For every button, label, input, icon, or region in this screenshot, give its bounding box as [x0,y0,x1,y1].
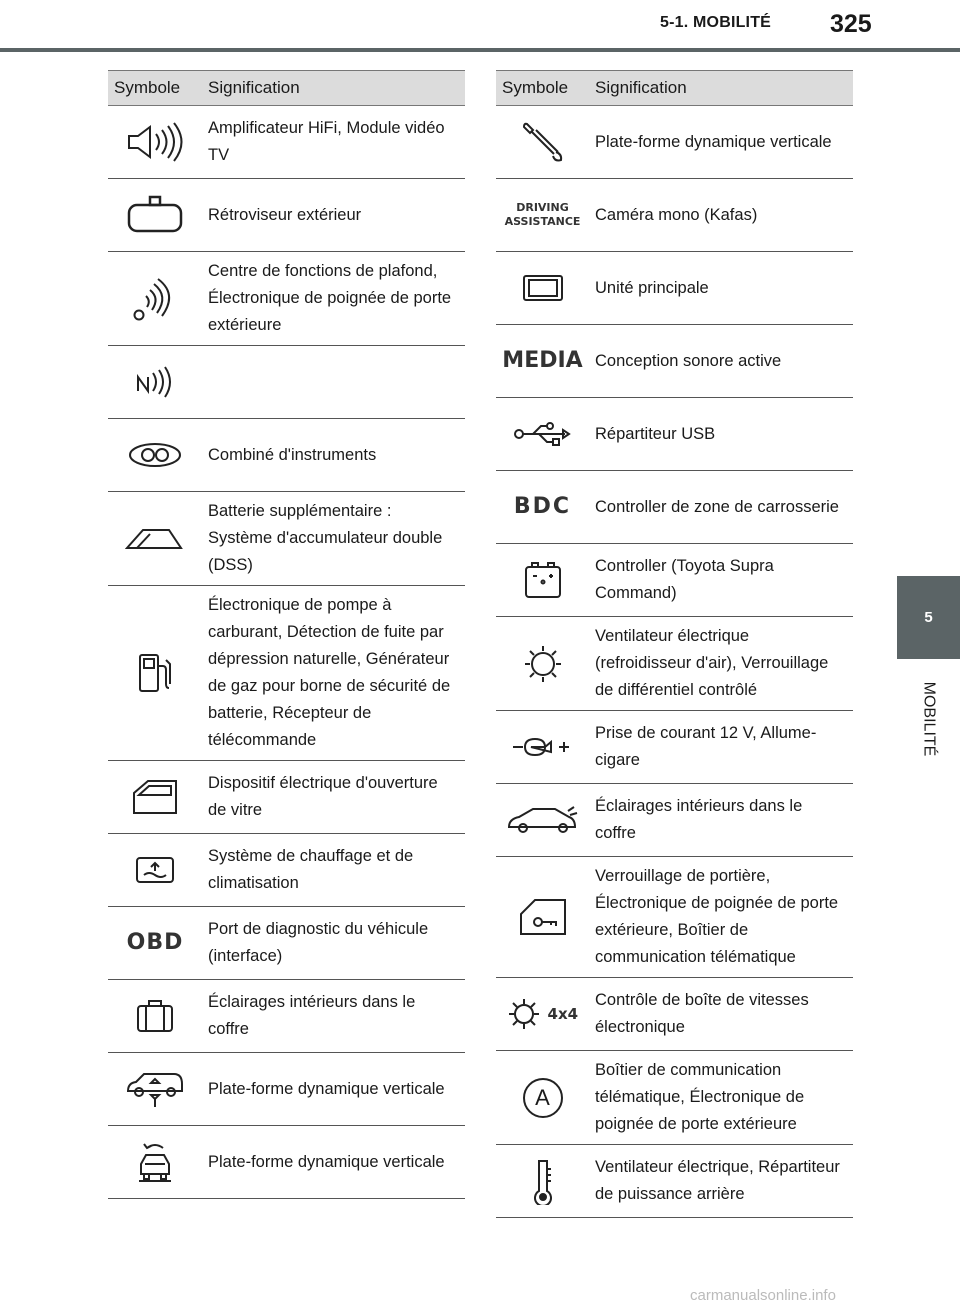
table-row [496,325,853,398]
meaning-cell: Controller de zone de carrosserie [589,471,853,544]
speaker-icon [125,120,185,164]
driving-assistance-icon: DRIVING ASSISTANCE [504,201,581,228]
table-row [496,1145,853,1218]
meaning-column-header: Signification [202,71,465,106]
table-row [496,857,853,978]
bdc-icon: BDC [513,493,572,519]
table-row [108,980,465,1053]
meaning-cell: Amplificateur HiFi, Module vidéo TV [202,106,465,179]
table-row [108,1126,465,1199]
symbol-column-header: Symbole [496,71,589,106]
suv-height-icon [125,1069,185,1109]
meaning-cell: Rétroviseur extérieur [202,179,465,252]
chapter-tab[interactable]: 5 [897,576,960,659]
gear-icon [507,997,541,1031]
meaning-cell: Verrouillage de portière, Électronique de poignée de porte extérieure, Boîtier de communication télématique [589,857,853,978]
table-header-row [496,71,853,106]
meaning-cell: Ventilateur électrique, Répartiteur de puissance arrière [589,1145,853,1218]
thermometer-icon [531,1157,555,1205]
window-icon [131,778,179,816]
wireless-signal-icon [133,277,177,321]
symbol-table-right [496,70,853,1218]
usb-icon [513,420,573,448]
meaning-cell [202,346,465,419]
table-row [496,252,853,325]
page-number: 325 [830,10,872,38]
wrench-icon [521,120,565,164]
table-row [108,492,465,586]
symbol-table-left [108,70,465,1199]
door-key-icon [518,897,568,937]
table-row [496,1051,853,1145]
meaning-cell: Controller (Toyota Supra Command) [589,544,853,617]
meaning-cell: Boîtier de communication télématique, Électronique de poignée de porte extérieure [589,1051,853,1145]
table-row [496,106,853,179]
luggage-icon [135,998,175,1034]
meaning-cell: Centre de fonctions de plafond, Électronique de poignée de porte extérieure [202,252,465,346]
table-row [108,834,465,907]
car-trunk-icon [506,803,580,837]
meaning-cell: Conception sonore active [589,325,853,398]
a-circle-icon: A [523,1078,563,1118]
meaning-cell: Éclairages intérieurs dans le coffre [589,784,853,857]
meaning-cell: Répartiteur USB [589,398,853,471]
meaning-cell: Plate-forme dynamique verticale [202,1053,465,1126]
table-row [108,1053,465,1126]
meaning-cell: Combiné d'instruments [202,419,465,492]
meaning-cell: Système de chauffage et de climatisation [202,834,465,907]
meaning-cell: Batterie supplémentaire : Système d'accumulateur double (DSS) [202,492,465,586]
power-socket-icon [511,735,575,759]
meaning-cell: Ventilateur électrique (refroidisseur d'air), Verrouillage de différentiel contrôlé [589,617,853,711]
symbol-column-header: Symbole [108,71,202,106]
table-row [108,252,465,346]
rearview-mirror-icon [123,194,187,236]
table-row [496,617,853,711]
ramp-icon [125,526,185,552]
table-row [108,419,465,492]
obd-icon: OBD [126,929,184,955]
meaning-cell: Dispositif électrique d'ouverture de vitre [202,761,465,834]
car-front-icon [135,1140,175,1184]
meaning-cell: Caméra mono (Kafas) [589,179,853,252]
meaning-cell: Contrôle de boîte de vitesses électronique [589,978,853,1051]
table-row [496,544,853,617]
table-row [108,761,465,834]
meaning-cell: Éclairages intérieurs dans le coffre [202,980,465,1053]
table-row [108,179,465,252]
table-row [496,978,853,1051]
meaning-cell: Port de diagnostic du véhicule (interface) [202,907,465,980]
meaning-cell: Unité principale [589,252,853,325]
nfc-icon [135,365,175,399]
meaning-column-header: Signification [589,71,853,106]
table-row [108,586,465,761]
fan-gear-icon [523,644,563,684]
header-rule [0,48,960,52]
table-row [108,106,465,179]
meaning-cell: Électronique de pompe à carburant, Détection de fuite par dépression naturelle, Générateur de gaz pour borne de sécurité de batterie, Récepteur de télécommande [202,586,465,761]
table-row [496,711,853,784]
table-row [496,398,853,471]
table-header-row [108,71,465,106]
instrument-cluster-icon [127,441,183,469]
chapter-title: 5-1. MOBILITÉ [660,14,772,31]
table-row [108,346,465,419]
fuel-pump-icon [137,652,173,694]
media-icon: MEDIA [502,347,583,373]
table-row [496,784,853,857]
chapter-tab-label: MOBILITÉ [920,681,938,757]
meaning-cell: Plate-forme dynamique verticale [202,1126,465,1199]
meaning-cell: Prise de courant 12 V, Allume-cigare [589,711,853,784]
battery-icon [523,560,563,600]
footer-watermark[interactable]: carmanualsonline.info [690,1287,836,1304]
head-unit-icon [521,273,565,303]
table-row [108,907,465,980]
4x4-label-icon: 4x4 [547,1004,579,1023]
table-row [496,471,853,544]
meaning-cell: Plate-forme dynamique verticale [589,106,853,179]
table-row [496,179,853,252]
climate-icon [134,855,176,885]
